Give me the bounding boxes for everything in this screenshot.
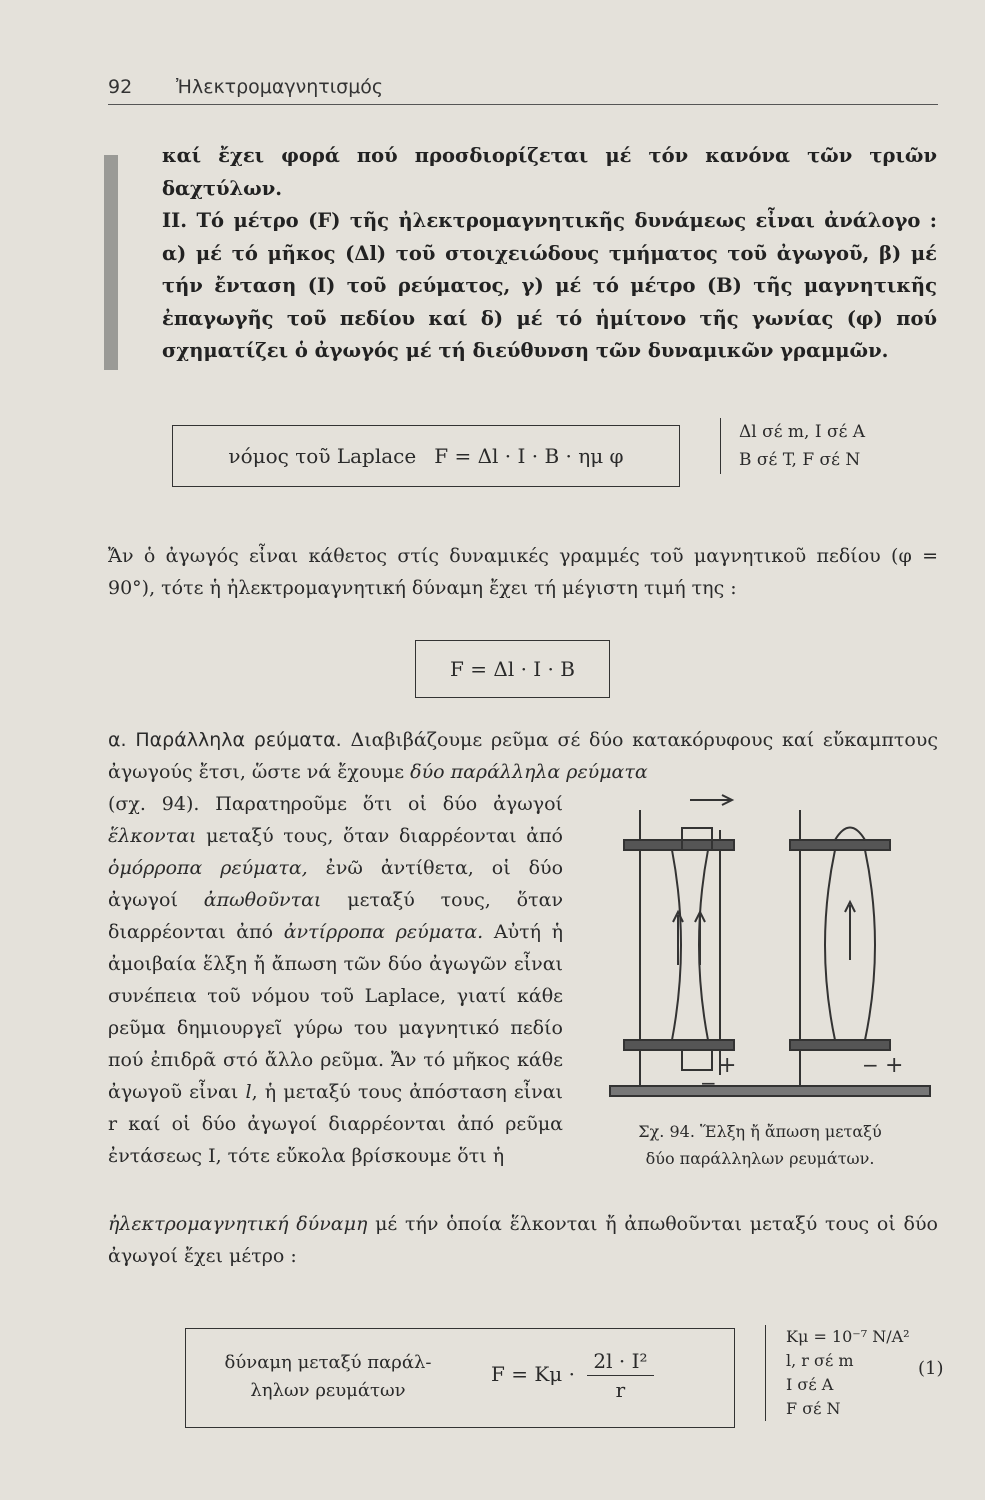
right-top-clamp [790,840,890,850]
same-direction-term: ὁμόρροπα ρεύματα, [108,857,308,879]
right-minus-sign: − [862,1053,879,1077]
equation-number: (1) [918,1358,944,1379]
body-text-4: Αὐτή ἡ ἀμοιβαία ἕλξη ἤ ἄπωση τῶν δύο ἀγωγῶν εἶναι συνέπεια τοῦ νόμου τοῦ Laplace, γιατί κάθε ρεῦμα δημιουργεῖ γύρω του μαγνητικό πεδίο πού ἐπιδρᾶ στό ἄλλο ρεῦμα. Ἄν τό μῆκος κάθε ἀγωγοῦ εἶναι [108,921,564,1103]
length-variable: l [245,1081,252,1103]
section-a-intro-italic: δύο παράλληλα ρεύματα [410,761,648,783]
laplace-units [720,418,865,474]
left-top-clamp [624,840,734,850]
force-term: ἠλεκτρομαγνητική δύναμη [108,1213,368,1235]
figure-94-parallel-conductors [600,790,940,1110]
fraction-denominator: r [615,1378,626,1402]
left-bottom-clamp [624,1040,734,1050]
laplace-units-line-1: Δl σέ m, I σέ A [739,422,866,442]
right-plus-sign: + [885,1053,904,1078]
section-a-intro-text: Διαβιβάζουμε ρεῦμα σέ δύο κατακόρυφους καί εὔκαμπτους ἀγωγούς ἔτσι, ὥστε νά ἔχουμε [108,729,938,783]
body-text-3: μεταξύ τους, ὅταν διαρρέονται ἀπό [108,889,564,943]
parallel-force-lhs: F = Kμ · [491,1362,576,1386]
max-force-box [415,640,610,698]
caption-line-2: δύο παράλληλων ρευμάτων. [645,1149,875,1168]
laplace-law-box [172,425,680,487]
parallel-force-units [765,1325,910,1421]
right-conductor-top-link [835,828,865,841]
apparatus-base [610,1086,930,1096]
fraction-numerator: 2l · I² [587,1349,653,1376]
section-a-body [108,788,563,1172]
page-number: 92 [108,76,133,98]
left-conductor-1 [672,850,681,1040]
laplace-label: νόμος τοῦ Laplace [228,444,417,468]
parallel-force-fraction [587,1349,653,1402]
body-text-5: , ἡ μεταξύ τους ἀπόσταση εἶναι r καί οἱ δύο ἀγωγοί διαρρέονται ἀπό ρεῦμα ἐντάσεως Ι, τότε εὔκολα βρίσκουμε ὅτι ἡ [108,1081,564,1167]
right-conductor-2 [865,850,875,1040]
right-conductor-1 [825,850,835,1040]
left-plus-sign: + [718,1053,737,1078]
laplace-units-line-2: B σέ T, F σέ N [739,450,861,470]
max-force-formula: F = Δl · I · B [450,657,575,681]
section-a-title: α. Παράλληλα ρεύματα. [108,729,342,751]
parallel-force-box [185,1328,735,1428]
bold-line-1: καί ἔχει φορά πού προσδιορίζεται μέ τόν κανόνα τῶν τριῶν δαχτύλων. [162,144,937,200]
section-a-conclusion [108,1208,938,1272]
right-bottom-clamp [790,1040,890,1050]
unit-line-2: l, r σέ m [786,1351,854,1370]
chapter-title: Ἠλεκτρομαγνητισμός [176,76,384,98]
bold-statement [162,140,937,368]
highlight-bar [104,155,118,370]
body-text-2: ἐνῶ ἀντίθετα, οἱ δύο ἀγωγοί [108,857,564,911]
unit-line-3: I σέ A [786,1375,834,1394]
figure-caption [590,1118,930,1172]
parallel-force-label [208,1349,448,1405]
header-rule [108,104,938,105]
parallel-force-label-2: ληλων ρευμάτων [250,1380,406,1401]
attract-term: ἕλκονται [108,825,197,847]
repel-term: ἀπωθοῦνται [203,889,322,911]
bold-line-2: ΙΙ. Τό μέτρο (F) τῆς ἠλεκτρομαγνητικῆς δυνάμεως εἶναι ἀνάλογο : α) μέ τό μῆκος (Δl) τοῦ στοιχειώδους τμήματος τοῦ ἀγωγοῦ, β) μέ τήν ἔνταση (Ι) τοῦ ρεύματος, γ) μέ τό μέτρο (Β) τῆς μαγνητικῆς ἐπαγωγῆς τοῦ πεδίου καί δ) μέ τό ἡμίτονο τῆς γωνίας (φ) πού σχηματίζει ὁ ἀγωγός μέ τή διεύθυνση τῶν δυναμικῶν γραμμῶν. [162,209,937,362]
parallel-force-label-1: δύναμη μεταξύ παράλ- [224,1352,432,1373]
body-text-6: μέ τήν ὁποία ἕλκονται ἤ ἀπωθοῦνται μεταξύ τους οἱ δύο ἀγωγοί ἔχει μέτρο : [108,1213,938,1267]
section-a-intro [108,724,938,788]
laplace-formula: F = Δl · I · B · ημ φ [434,444,624,468]
caption-line-1: Σχ. 94. Ἕλξη ἤ ἄπωση μεταξύ [638,1122,882,1141]
perpendicular-paragraph [108,540,938,604]
unit-line-1: Kμ = 10⁻⁷ N/A² [786,1327,910,1346]
perpendicular-text: Ἄν ὁ ἀγωγός εἶναι κάθετος στίς δυναμικές γραμμές τοῦ μαγνητικοῦ πεδίου (φ = 90°), τότε ἡ ἠλεκτρομαγνητική δύναμη ἔχει τή μέγιστη τιμή της : [108,545,938,599]
page-header [108,76,383,98]
left-connector-bottom [682,1050,712,1070]
left-minus-sign: − [700,1071,717,1095]
body-text-1: μεταξύ τους, ὅταν διαρρέονται ἀπό [206,825,563,847]
ref-text: (σχ. 94). Παρατηροῦμε ὅτι οἱ δύο ἀγωγοί [108,793,563,815]
parallel-force-formula [491,1349,654,1402]
unit-line-4: F σέ N [786,1399,841,1418]
opposite-direction-term: ἀντίρροπα ρεύματα. [283,921,484,943]
